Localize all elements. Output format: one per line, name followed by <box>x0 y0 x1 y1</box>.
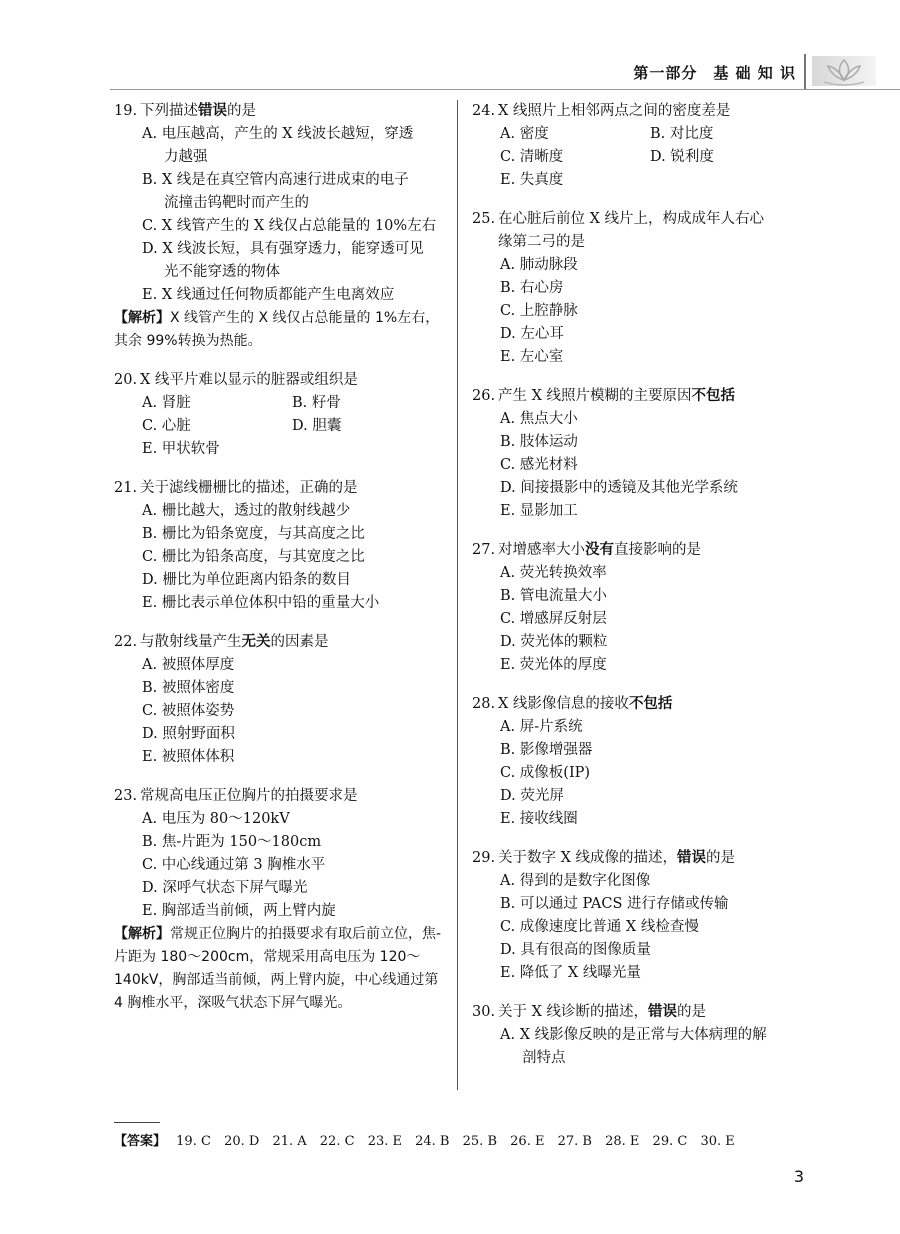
answer-item: 30. E <box>700 1134 735 1149</box>
option: C. 清晰度 <box>500 149 564 165</box>
option: D. 深呼气状态下屏气曝光 <box>142 880 308 896</box>
option: A. X 线影像反映的是正常与大体病理的解 剖特点 <box>500 1027 767 1066</box>
question-24: 24. X 线照片上相邻两点之间的密度差是 A. 密度 B. 对比度 C. 清晰度 D. 锐利度 E. 失真度 <box>472 100 812 192</box>
option: A. 被照体厚度 <box>142 657 235 673</box>
option: A. 电压为 80～120kV <box>142 811 290 827</box>
option: E. 显影加工 <box>500 503 578 519</box>
answer-item: 26. E <box>510 1134 545 1149</box>
option: B. 籽骨 <box>292 395 341 411</box>
column-divider <box>457 100 458 1090</box>
option: E. 降低了 X 线曝光量 <box>500 965 641 981</box>
option: C. 心脏 <box>142 418 191 434</box>
option: D. 照射野面积 <box>142 726 235 742</box>
header-divider <box>804 54 806 90</box>
option: D. 左心耳 <box>500 326 564 342</box>
option: C. 成像板(IP) <box>500 765 591 781</box>
option: D. 具有很高的图像质量 <box>500 942 651 958</box>
option: D. 荧光屏 <box>500 788 564 804</box>
answer-item: 28. E <box>605 1134 640 1149</box>
option: C. X 线管产生的 X 线仅占总能量的 10%左右 <box>142 218 437 234</box>
option: C. 中心线通过第 3 胸椎水平 <box>142 857 326 873</box>
option: E. 接收线圈 <box>500 811 578 827</box>
option: B. 焦-片距为 150～180cm <box>142 834 322 850</box>
option: B. 影像增强器 <box>500 742 593 758</box>
option: A. 焦点大小 <box>500 411 578 427</box>
option: B. 肢体运动 <box>500 434 578 450</box>
header-rule <box>110 89 900 90</box>
question-29: 29. 关于数字 X 线成像的描述，错误的是 A. 得到的是数字化图像 B. 可以通过 PACS 进行存储或传输 C. 成像速度比普通 X 线检查慢 D. 具有很高的图像质量 E. 降低了 X 线曝光量 <box>472 847 812 985</box>
answer-item: 23. E <box>367 1134 402 1149</box>
option: E. X 线通过任何物质都能产生电离效应 <box>142 287 395 303</box>
question-19: 19. 下列描述错误的是 A. 电压越高，产生的 X 线波长越短，穿透 力越强 B. X 线是在真空管内高速行进成束的电子 流撞击钨靶时而产生的 C. X 线管产生的 X 线仅占总能量的 10%左右 D. X 线波长短，具有强穿透力，能穿透可见 光不能穿透的物体 E. X 线通过任何物质都能产生电离效应 【解析】X 线管产生的 X 线仅占总能量的 1%左右，其余 99%转换为热能。 <box>114 100 444 353</box>
question-25: 25. 在心脏后前位 X 线片上，构成成年人右心 缘第二弓的是 A. 肺动脉段 B. 右心房 C. 上腔静脉 D. 左心耳 E. 左心室 <box>472 208 812 369</box>
option: A. 电压越高，产生的 X 线波长越短，穿透 力越强 <box>142 126 414 165</box>
option: C. 栅比为铅条高度，与其宽度之比 <box>142 549 365 565</box>
option: A. 屏-片系统 <box>500 719 583 735</box>
answer-item: 24. B <box>415 1134 450 1149</box>
option: E. 荧光体的厚度 <box>500 657 607 673</box>
answers-rule <box>114 1122 160 1123</box>
option: B. 可以通过 PACS 进行存储或传输 <box>500 896 729 912</box>
answer-item: 21. A <box>272 1134 307 1149</box>
analysis: 【解析】常规正位胸片的拍摄要求有取后前立位，焦-片距为 180～200cm，常规采用高电压为 120～140kV，胸部适当前倾，两上臂内旋，中心线通过第 4 胸椎水平，深吸气状态下屏气曝光。 <box>114 926 442 1011</box>
question-21: 21. 关于滤线栅栅比的描述，正确的是 A. 栅比越大，透过的散射线越少 B. 栅比为铅条宽度，与其高度之比 C. 栅比为铅条高度，与其宽度之比 D. 栅比为单位距离内铅条的数目 E. 栅比表示单位体积中铅的重量大小 <box>114 477 444 615</box>
question-22: 22. 与散射线量产生无关的因素是 A. 被照体厚度 B. 被照体密度 C. 被照体姿势 D. 照射野面积 E. 被照体体积 <box>114 631 444 769</box>
option: B. X 线是在真空管内高速行进成束的电子 流撞击钨靶时而产生的 <box>142 172 409 211</box>
option: D. X 线波长短，具有强穿透力，能穿透可见 光不能穿透的物体 <box>142 241 424 280</box>
option: C. 感光材料 <box>500 457 578 473</box>
option: B. 管电流量大小 <box>500 588 607 604</box>
option: B. 右心房 <box>500 280 564 296</box>
option: A. 密度 <box>500 126 549 142</box>
option: B. 栅比为铅条宽度，与其高度之比 <box>142 526 365 542</box>
section-title: 第一部分 基 础 知 识 <box>633 64 796 82</box>
page-number: 3 <box>793 1167 804 1186</box>
option: B. 对比度 <box>650 126 714 142</box>
answer-item: 25. B <box>462 1134 498 1149</box>
right-column <box>472 100 812 1070</box>
option: B. 被照体密度 <box>142 680 235 696</box>
option: E. 左心室 <box>500 349 564 365</box>
option: C. 被照体姿势 <box>142 703 235 719</box>
option: A. 得到的是数字化图像 <box>500 873 651 889</box>
question-23: 23. 常规高电压正位胸片的拍摄要求是 A. 电压为 80～120kV B. 焦-片距为 150～180cm C. 中心线通过第 3 胸椎水平 D. 深呼气状态下屏气曝光 E. 胸部适当前倾，两上臂内旋 【解析】常规正位胸片的拍摄要求有取后前立位，焦-片距为 180～200cm，常规采用高电压为 120～140kV，胸部适当前倾，两上臂内旋，中心线通过第 4 胸椎水平，深吸气状态下屏气曝光。 <box>114 785 444 1015</box>
option: E. 栅比表示单位体积中铅的重量大小 <box>142 595 380 611</box>
option: A. 肾脏 <box>142 395 191 411</box>
answer-item: 22. C <box>319 1134 355 1149</box>
option: E. 被照体体积 <box>142 749 235 765</box>
option: C. 上腔静脉 <box>500 303 578 319</box>
answer-item: 29. C <box>652 1134 688 1149</box>
option: D. 荧光体的颗粒 <box>500 634 608 650</box>
option: A. 肺动脉段 <box>500 257 578 273</box>
option: A. 荧光转换效率 <box>500 565 607 581</box>
option: A. 栅比越大，透过的散射线越少 <box>142 503 351 519</box>
question-26: 26. 产生 X 线照片模糊的主要原因不包括 A. 焦点大小 B. 肢体运动 C. 感光材料 D. 间接摄影中的透镜及其他光学系统 E. 显影加工 <box>472 385 812 523</box>
left-column <box>114 100 444 1015</box>
option: E. 胸部适当前倾，两上臂内旋 <box>142 903 336 919</box>
option: C. 增感屏反射层 <box>500 611 607 627</box>
option: D. 锐利度 <box>650 149 714 165</box>
option: E. 失真度 <box>500 172 564 188</box>
question-27: 27. 对增感率大小没有直接影响的是 A. 荧光转换效率 B. 管电流量大小 C. 增感屏反射层 D. 荧光体的颗粒 E. 荧光体的厚度 <box>472 539 812 677</box>
answer-key <box>114 1130 744 1149</box>
question-20: 20. X 线平片难以显示的脏器或组织是 A. 肾脏 B. 籽骨 C. 心脏 D. 胆囊 E. 甲状软骨 <box>114 369 444 461</box>
answer-item: 20. D <box>224 1134 260 1149</box>
option: D. 胆囊 <box>292 418 342 434</box>
answer-item: 27. B <box>557 1134 592 1149</box>
question-30: 30. 关于 X 线诊断的描述，错误的是 A. X 线影像反映的是正常与大体病理的解 剖特点 <box>472 1001 812 1070</box>
analysis: 【解析】X 线管产生的 X 线仅占总能量的 1%左右，其余 99%转换为热能。 <box>114 310 440 349</box>
answer-key-label: 【答案】 <box>114 1134 167 1149</box>
page-header <box>0 52 900 92</box>
question-28: 28. X 线影像信息的接收不包括 A. 屏-片系统 B. 影像增强器 C. 成像板(IP) D. 荧光屏 E. 接收线圈 <box>472 693 812 831</box>
answer-item: 19. C <box>176 1134 211 1149</box>
option: E. 甲状软骨 <box>142 441 220 457</box>
lotus-logo-icon <box>812 52 876 90</box>
option: D. 栅比为单位距离内铅条的数目 <box>142 572 351 588</box>
option: D. 间接摄影中的透镜及其他光学系统 <box>500 480 738 496</box>
option: C. 成像速度比普通 X 线检查慢 <box>500 919 699 935</box>
